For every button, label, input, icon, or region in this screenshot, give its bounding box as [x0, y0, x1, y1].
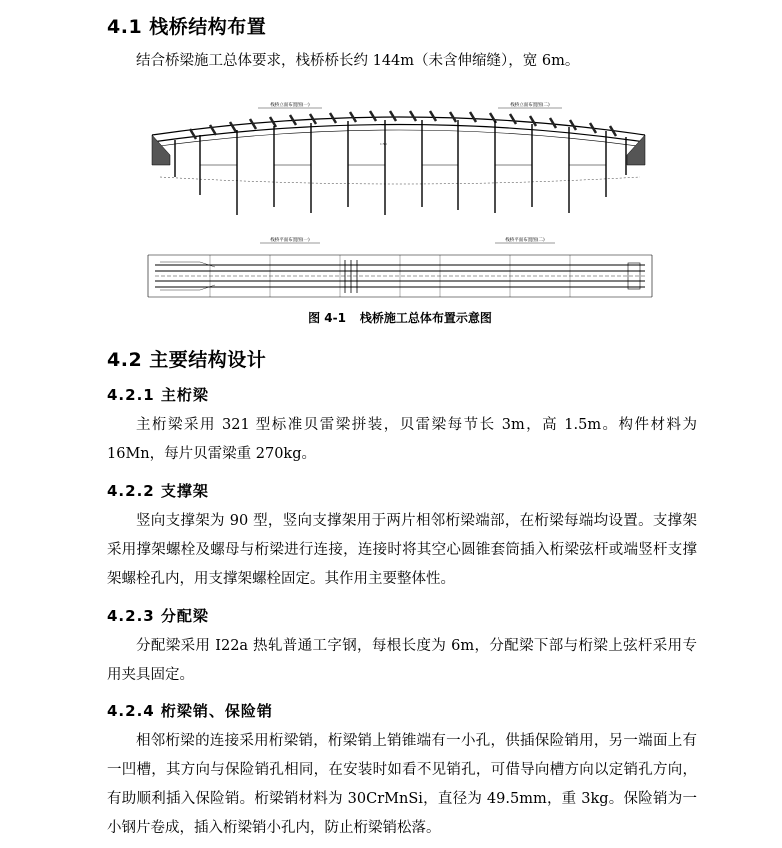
- elevation-label-2: 栈桥立面布置图(二): [510, 103, 550, 108]
- subsection-heading-4-2-3: 4.2.3 分配梁: [107, 607, 209, 625]
- svg-text:1:50: 1:50: [380, 142, 387, 146]
- bridge-layout-figure: [140, 95, 660, 307]
- paragraph-truss-pin: 相邻桁梁的连接采用桁梁销，桁梁销上销锥端有一小孔，供插保险销用，另一端面上有一凹槽，其方向与保险销孔相同，在安装时如看不见销孔，可借导向槽方向以定销孔方向，有助顺利插入保险销。桁梁销材料为 30CrMnSi，直径为 49.5mm，重 3kg。保险销为一小钢片卷成，插入桁梁销小孔内，防止桁梁销松落。: [107, 733, 697, 836]
- section-heading-4-1: 4.1 栈桥结构布置: [107, 16, 267, 38]
- subsection-heading-4-2-4: 4.2.4 桁梁销、保险销: [107, 702, 273, 720]
- bridge-elevation-drawing: [152, 101, 645, 215]
- subsection-heading-4-2-1: 4.2.1 主桁梁: [107, 386, 209, 404]
- paragraph-support-frame: 竖向支撑架为 90 型，竖向支撑架用于两片相邻桁梁端部，在桁梁每端均设置。支撑架采用撑架螺栓及螺母与桁梁进行连接，连接时将其空心圆锥套筒插入桁梁弦杆或端竖杆支撑架螺栓孔内，用支撑架螺栓固定。其作用主要整体性。: [107, 513, 697, 587]
- elevation-label-1: 栈桥立面布置图(一): [270, 103, 310, 108]
- paragraph-bridge-overview: 结合桥梁施工总体要求，栈桥桥长约 144m（未含伸缩缝），宽 6m。: [136, 53, 580, 69]
- subsection-heading-4-2-2: 4.2.2 支撑架: [107, 482, 209, 500]
- figure-number: 图 4-1: [308, 311, 346, 325]
- plan-label-1: 栈桥平面布置图(一): [270, 238, 310, 243]
- paragraph-main-truss: 主桁梁采用 321 型标准贝雷梁拼装，贝雷梁每节长 3m，高 1.5m。构件材料为 16Mn，每片贝雷梁重 270kg。: [107, 417, 697, 462]
- figure-title: 栈桥施工总体布置示意图: [359, 311, 492, 325]
- plan-label-2: 栈桥平面布置图(二): [505, 238, 545, 243]
- section-heading-4-2: 4.2 主要结构设计: [107, 349, 267, 371]
- paragraph-distribution-beam: 分配梁采用 I22a 热轧普通工字钢，每根长度为 6m，分配梁下部与桁梁上弦杆采用专用夹具固定。: [107, 638, 697, 683]
- bridge-plan-drawing: [148, 236, 652, 297]
- figure-caption: [0, 309, 782, 326]
